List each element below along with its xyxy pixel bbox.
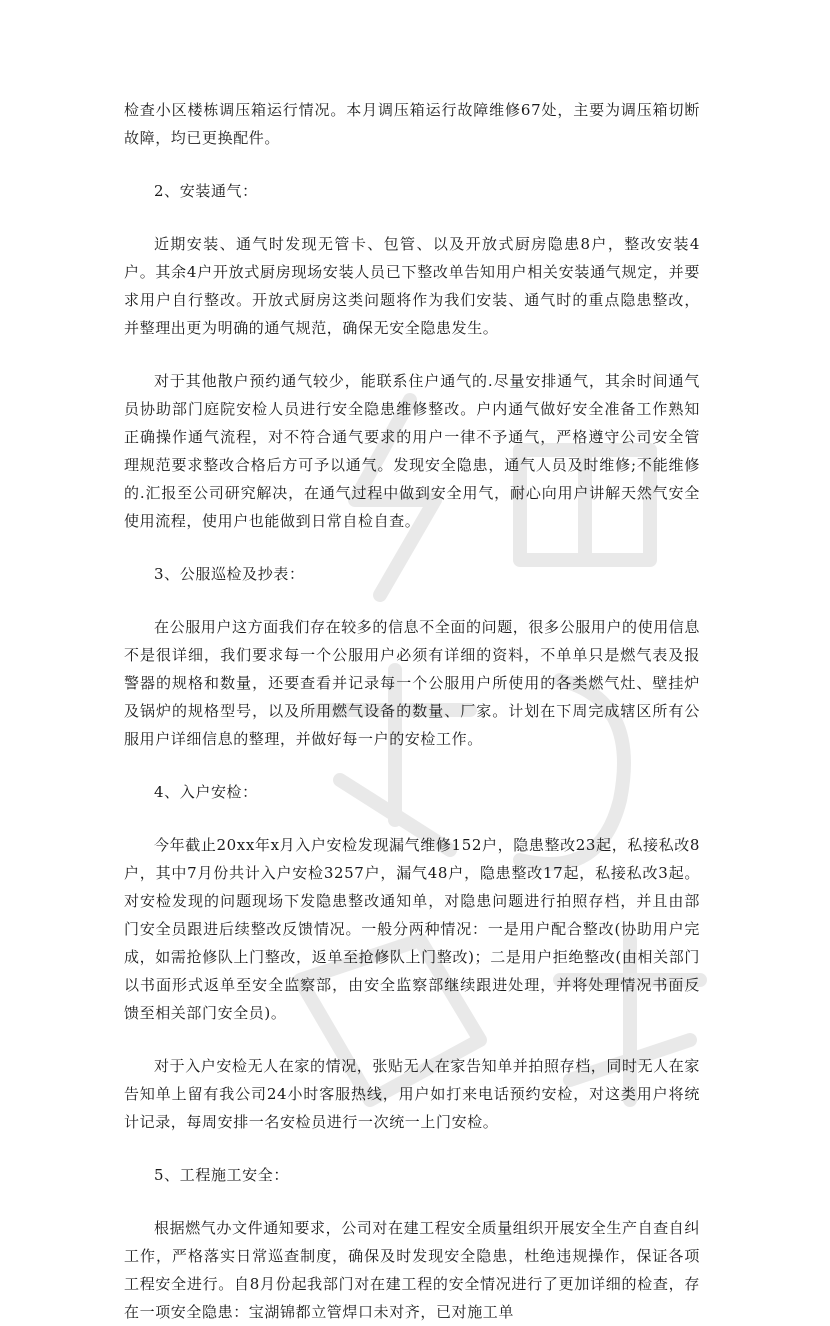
section-heading: 2、安装通气： bbox=[154, 182, 258, 200]
section-heading: 3、公服巡检及抄表： bbox=[154, 565, 305, 583]
section-heading: 4、入户安检： bbox=[154, 783, 258, 801]
paragraph: 今年截止20xx年x月入户安检发现漏气维修152户，隐患整改23起，私接私改8户，其中7月份共计入户安检3257户，漏气48户，隐患整改17起，私接私改3起。对安检发现的问题现场下发隐患整改通知单，对隐患问题进行拍照存档，并且由部门安全员跟进后续整改反馈情况。一般分两种情况：一是用户配合整改(协助用户完成，如需抢修队上门整改，返单至抢修队上门整改)；二是用户拒绝整改(由相关部门以书面形式返单至安全监察部，由安全监察部继续跟进处理，并将处理情况书面反馈至相关部门安全员)。 bbox=[124, 836, 700, 1022]
paragraph: 根据燃气办文件通知要求，公司对在建工程安全质量组织开展安全生产自查自纠工作，严格落实日常巡查制度，确保及时发现安全隐患，杜绝违规操作，保证各项工程安全进行。自8月份起我部门对在建工程的安全情况进行了更加详细的检查，存在一项安全隐患：宝湖锦都立管焊口未对齐，已对施工单 bbox=[124, 1219, 701, 1321]
paragraph: 对于其他散户预约通气较少，能联系住户通气的.尽量安排通气，其余时间通气员协助部门庭院安检人员进行安全隐患维修整改。户内通气做好安全准备工作熟知正确操作通气流程，对不符合通气要求的用户一律不予通气，严格遵守公司安全管理规范要求整改合格后方可予以通气。发现安全隐患，通气人员及时维修;不能维修的.汇报至公司研究解决，在通气过程中做到安全用气，耐心向用户讲解天然气安全使用流程，使用户也能做到日常自检自查。 bbox=[124, 372, 700, 530]
section-heading: 5、工程施工安全： bbox=[154, 1166, 289, 1184]
paragraph: 检查小区楼栋调压箱运行情况。本月调压箱运行故障维修67处，主要为调压箱切断故障，均已更换配件。 bbox=[124, 101, 700, 147]
paragraph: 在公服用户这方面我们存在较多的信息不全面的问题，很多公服用户的使用信息不是很详细，我们要求每一个公服用户必须有详细的资料，不单单只是燃气表及报警器的规格和数量，还要查看并记录每一个公服用户所使用的各类燃气灶、壁挂炉及锅炉的规格型号，以及所用燃气设备的数量、厂家。计划在下周完成辖区所有公服用户详细信息的整理，并做好每一户的安检工作。 bbox=[124, 618, 701, 748]
paragraph: 近期安装、通气时发现无管卡、包管、以及开放式厨房隐患8户，整改安装4户。其余4户开放式厨房现场安装人员已下整改单告知用户相关安装通气规定，并要求用户自行整改。开放式厨房这类问题将作为我们安装、通气时的重点隐患整改，并整理出更为明确的通气规范，确保无安全隐患发生。 bbox=[124, 235, 700, 337]
document-body bbox=[124, 96, 700, 1326]
paragraph: 对于入户安检无人在家的情况，张贴无人在家告知单并拍照存档，同时无人在家告知单上留有我公司24小时客服热线，用户如打来电话预约安检，对这类用户将统计记录，每周安排一名安检员进行一次统一上门安检。 bbox=[124, 1057, 701, 1131]
